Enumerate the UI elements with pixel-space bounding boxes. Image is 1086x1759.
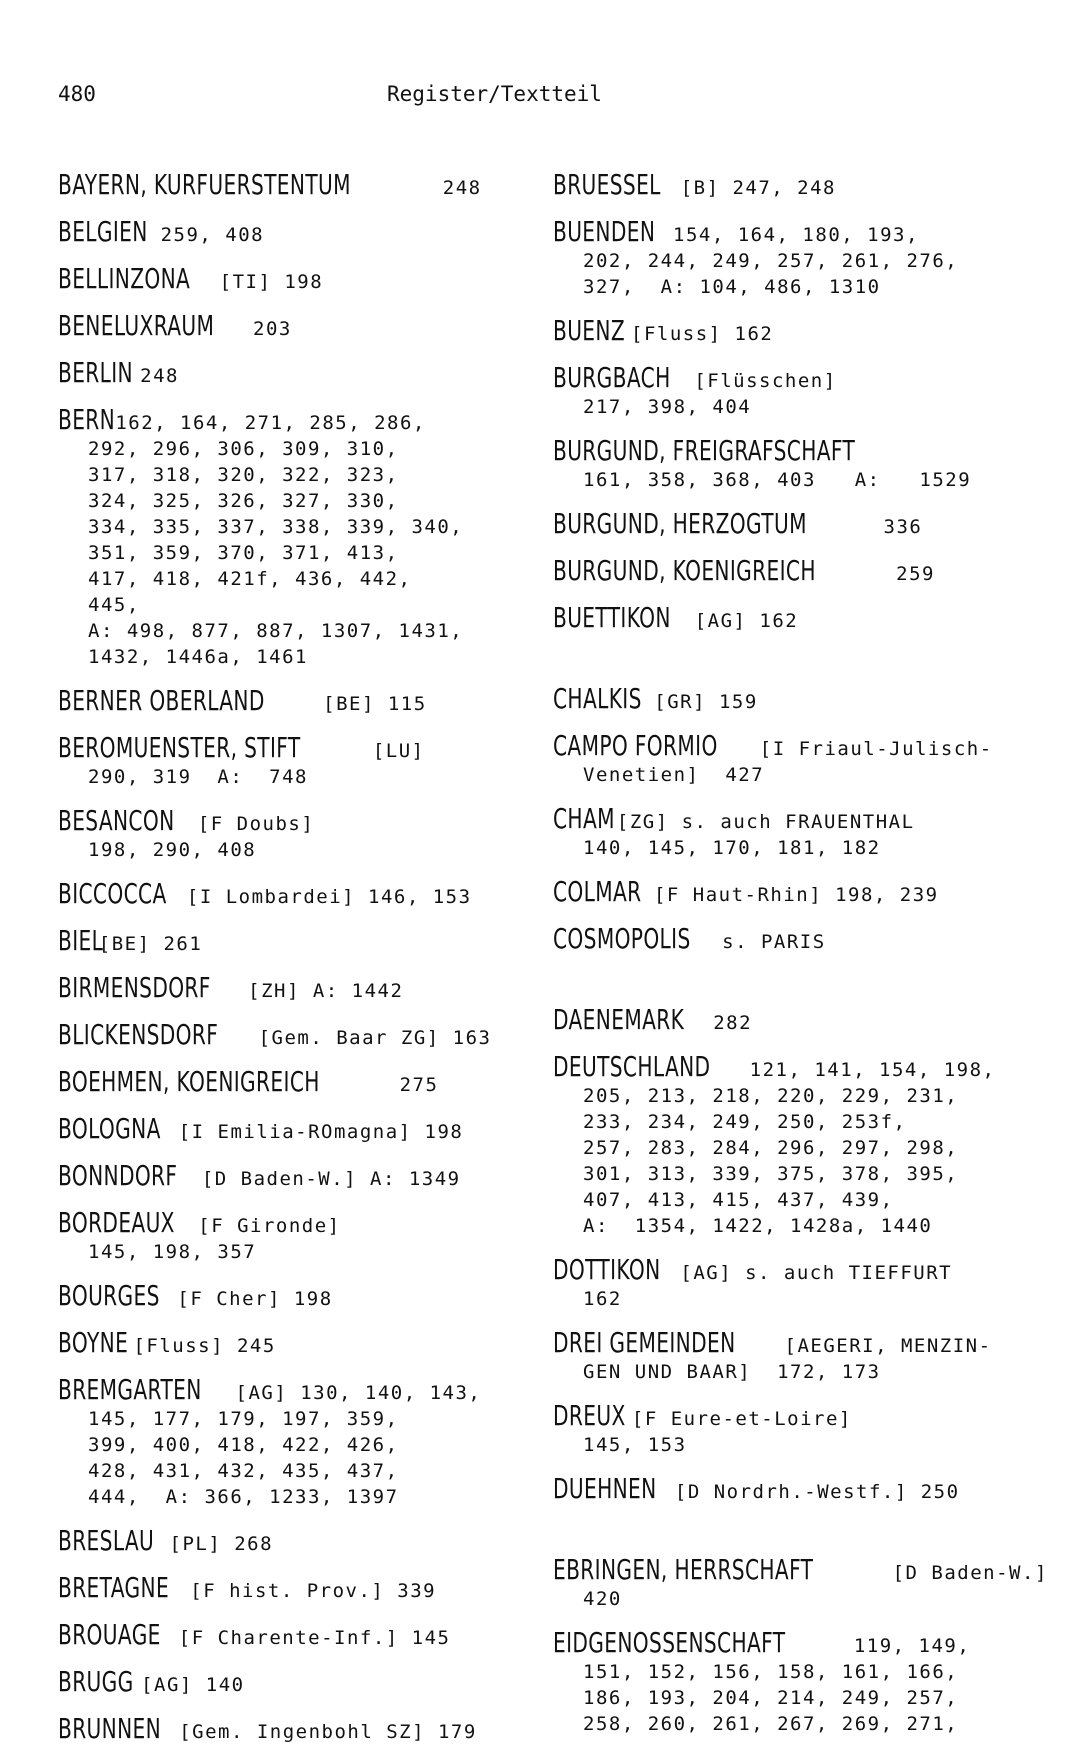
index-entry xyxy=(58,684,548,717)
entry-references: 154, 164, 180, 193, xyxy=(673,224,919,246)
entry-references: [Flüsschen] xyxy=(694,370,837,392)
entry-heading: CAMPO FORMIO xyxy=(553,729,718,762)
entry-heading: COSMOPOLIS xyxy=(553,922,691,955)
index-entry xyxy=(553,1253,1053,1312)
entry-continuation-line: 257, 283, 284, 296, 297, 298, xyxy=(583,1137,959,1159)
entry-references: 275 xyxy=(399,1074,439,1096)
entry-heading: BESANCON xyxy=(58,804,175,837)
entry-continuation-line: 399, 400, 418, 422, 426, xyxy=(88,1434,399,1456)
index-entry xyxy=(58,924,548,957)
entry-heading: CHALKIS xyxy=(553,682,642,715)
index-entry xyxy=(58,1571,548,1604)
entry-references: 121, 141, 154, 198, xyxy=(749,1059,996,1081)
entry-continuation-line: 301, 313, 339, 375, 378, 395, xyxy=(583,1163,959,1185)
index-entry xyxy=(553,1003,1053,1036)
entry-continuation-line: 162 xyxy=(583,1288,622,1310)
index-entry xyxy=(58,731,548,790)
index-entry xyxy=(553,1553,1053,1612)
entry-references: [I Lombardei] 146, 153 xyxy=(186,886,472,908)
index-entry xyxy=(58,215,548,248)
entry-heading: BUETTIKON xyxy=(553,601,671,634)
entry-references: [F Eure-et-Loire] xyxy=(631,1408,852,1430)
index-entry xyxy=(553,682,1053,715)
entry-references: [LU] xyxy=(372,740,425,762)
entry-continuation-line: 205, 213, 218, 220, 229, 231, xyxy=(583,1085,959,1107)
entry-heading: BRUESSEL xyxy=(553,168,661,201)
entry-continuation-line: 145, 198, 357 xyxy=(88,1241,257,1263)
entry-heading: BRUGG xyxy=(58,1665,134,1698)
entry-heading: BAYERN, KURFUERSTENTUM xyxy=(58,168,351,201)
entry-heading: BICCOCCA xyxy=(58,877,167,910)
index-entry xyxy=(553,215,1053,300)
entry-continuation-line: 202, 244, 249, 257, 261, 276, xyxy=(583,250,959,272)
entry-heading: BRUNNEN xyxy=(58,1712,162,1745)
entry-references: [F Doubs] xyxy=(197,813,315,835)
entry-continuation-line: 324, 325, 326, 327, 330, xyxy=(88,490,399,512)
left-index-column xyxy=(58,168,548,1759)
entry-heading: EIDGENOSSENSCHAFT xyxy=(553,1626,786,1659)
index-entry xyxy=(58,262,548,295)
entry-heading: BLICKENSDORF xyxy=(58,1018,219,1051)
entry-heading: BORDEAUX xyxy=(58,1206,175,1239)
entry-heading: BRETAGNE xyxy=(58,1571,170,1604)
index-entry xyxy=(58,1159,548,1192)
entry-continuation-line: 428, 431, 432, 435, 437, xyxy=(88,1460,399,1482)
index-entry xyxy=(58,1712,548,1745)
entry-heading: BERLIN xyxy=(58,356,134,389)
entry-heading: BOURGES xyxy=(58,1279,160,1312)
entry-heading: BERNER OBERLAND xyxy=(58,684,265,717)
index-entry xyxy=(553,1626,1053,1737)
entry-heading: EBRINGEN, HERRSCHAFT xyxy=(553,1553,814,1586)
entry-heading: BROUAGE xyxy=(58,1618,161,1651)
entry-heading: CHAM xyxy=(553,802,615,835)
entry-heading: BONNDORF xyxy=(58,1159,178,1192)
index-entry xyxy=(58,971,548,1004)
page-number: 480 xyxy=(58,82,96,106)
index-entry xyxy=(58,356,548,389)
entry-references: [Gem. Baar ZG] 163 xyxy=(258,1027,492,1049)
index-entry xyxy=(58,1326,548,1359)
index-entry xyxy=(553,1050,1053,1239)
entry-references: [D Baden-W.] xyxy=(892,1562,1048,1584)
entry-references: [Gem. Ingenbohl SZ] 179 xyxy=(179,1721,477,1743)
index-entry xyxy=(58,1665,548,1698)
entry-continuation-line: 217, 398, 404 xyxy=(583,396,752,418)
running-title: Register/Textteil xyxy=(387,82,602,106)
entry-continuation-line: 292, 296, 306, 309, 310, xyxy=(88,438,399,460)
entry-heading: DUEHNEN xyxy=(553,1472,657,1505)
entry-references: [AG] 162 xyxy=(694,610,799,632)
entry-continuation-line: 420 xyxy=(583,1588,622,1610)
entry-heading: DAENEMARK xyxy=(553,1003,685,1036)
index-entry xyxy=(553,1326,1053,1385)
entry-references: [F Charente-Inf.] 145 xyxy=(178,1627,451,1649)
entry-references: 259 xyxy=(896,563,935,585)
index-entry xyxy=(553,361,1053,420)
entry-references: [BE] 261 xyxy=(98,933,203,955)
entry-heading: BERN xyxy=(58,403,116,436)
entry-continuation-line: 445, xyxy=(88,594,140,616)
entry-continuation-line: GEN UND BAAR] 172, 173 xyxy=(583,1361,881,1383)
entry-references: [D Nordrh.-Westf.] 250 xyxy=(674,1481,960,1503)
entry-references: [ZH] A: 1442 xyxy=(248,980,404,1002)
entry-heading: BURGUND, HERZOGTUM xyxy=(553,507,807,540)
entry-continuation-line: A: 1354, 1422, 1428a, 1440 xyxy=(583,1215,933,1237)
entry-heading: DREUX xyxy=(553,1399,626,1432)
entry-references: 119, 149, xyxy=(853,1635,971,1657)
entry-references: [PL] 268 xyxy=(169,1533,274,1555)
entry-references: 248 xyxy=(140,365,179,387)
entry-continuation-line: 444, A: 366, 1233, 1397 xyxy=(88,1486,399,1508)
section-gap xyxy=(553,648,1053,682)
entry-references: [F Haut-Rhin] 198, 239 xyxy=(653,884,939,906)
entry-continuation-line: 151, 152, 156, 158, 161, 166, xyxy=(583,1661,959,1683)
entry-heading: BENELUXRAUM xyxy=(58,309,215,342)
entry-heading: BUENDEN xyxy=(553,215,656,248)
entry-continuation-line: 417, 418, 421f, 436, 442, xyxy=(88,568,412,590)
entry-heading: BURGUND, FREIGRAFSCHAFT xyxy=(553,434,856,467)
entry-continuation-line: 145, 153 xyxy=(583,1434,687,1456)
entry-references: [ZG] s. auch FRAUENTHAL xyxy=(616,811,915,833)
entry-references: [I Friaul-Julisch- xyxy=(759,738,993,760)
index-entry xyxy=(58,168,548,201)
entry-references: [F hist. Prov.] 339 xyxy=(190,1580,437,1602)
entry-heading: BUENZ xyxy=(553,314,626,347)
index-entry xyxy=(553,1472,1053,1505)
entry-continuation-line: 140, 145, 170, 181, 182 xyxy=(583,837,881,859)
entry-heading: DOTTIKON xyxy=(553,1253,661,1286)
entry-references: [TI] 198 xyxy=(219,271,324,293)
entry-heading: BURGBACH xyxy=(553,361,671,394)
index-entry xyxy=(58,1112,548,1145)
entry-continuation-line: 327, A: 104, 486, 1310 xyxy=(583,276,881,298)
entry-references: [AG] 130, 140, 143, xyxy=(235,1382,482,1404)
entry-heading: DEUTSCHLAND xyxy=(553,1050,711,1083)
entry-references: [AEGERI, MENZIN- xyxy=(784,1335,992,1357)
index-entry xyxy=(58,1373,548,1510)
index-entry xyxy=(553,875,1053,908)
entry-continuation-line: 290, 319 A: 748 xyxy=(88,766,308,788)
entry-references: [AG] 140 xyxy=(141,1674,245,1696)
entry-continuation-line: 186, 193, 204, 214, 249, 257, xyxy=(583,1687,959,1709)
entry-references: [Fluss] 245 xyxy=(133,1335,276,1357)
entry-heading: BIEL xyxy=(58,924,104,957)
entry-references: 259, 408 xyxy=(160,224,265,246)
entry-references: [GR] 159 xyxy=(654,691,758,713)
index-entry xyxy=(58,1618,548,1651)
entry-continuation-line: 258, 260, 261, 267, 269, 271, xyxy=(583,1713,959,1735)
index-entry xyxy=(58,1206,548,1265)
section-gap xyxy=(553,969,1053,1003)
entry-references: [I Emilia-ROmagna] 198 xyxy=(178,1121,464,1143)
entry-continuation-line: 1432, 1446a, 1461 xyxy=(88,646,308,668)
index-entry xyxy=(58,1524,548,1557)
index-entry xyxy=(58,804,548,863)
entry-heading: BOLOGNA xyxy=(58,1112,161,1145)
entry-continuation-line: 233, 234, 249, 250, 253f, xyxy=(583,1111,907,1133)
entry-continuation-line: 351, 359, 370, 371, 413, xyxy=(88,542,399,564)
entry-references: 248 xyxy=(442,177,482,199)
entry-references: [F Gironde] xyxy=(198,1215,341,1237)
index-entry xyxy=(553,1399,1053,1458)
entry-references: [D Baden-W.] A: 1349 xyxy=(201,1168,461,1190)
entry-heading: COLMAR xyxy=(553,875,642,908)
entry-heading: BELGIEN xyxy=(58,215,148,248)
entry-heading: DREI GEMEINDEN xyxy=(553,1326,736,1359)
index-entry xyxy=(553,729,1053,788)
index-entry xyxy=(553,507,1053,540)
section-gap xyxy=(553,1519,1053,1553)
index-entry xyxy=(553,922,1053,955)
entry-references: [BE] 115 xyxy=(323,693,427,715)
entry-references: s. PARIS xyxy=(722,931,826,953)
entry-references: [B] 247, 248 xyxy=(680,177,836,199)
entry-continuation-line: Venetien] 427 xyxy=(583,764,765,786)
entry-continuation-line: 334, 335, 337, 338, 339, 340, xyxy=(88,516,464,538)
entry-heading: BEROMUENSTER, STIFT xyxy=(58,731,301,764)
index-entry xyxy=(58,877,548,910)
entry-heading: BOYNE xyxy=(58,1326,129,1359)
entry-references: 162, 164, 271, 285, 286, xyxy=(115,412,426,434)
entry-heading: BIRMENSDORF xyxy=(58,971,211,1004)
index-entry xyxy=(553,802,1053,861)
entry-heading: BURGUND, KOENIGREICH xyxy=(553,554,816,587)
entry-heading: BRESLAU xyxy=(58,1524,155,1557)
index-entry xyxy=(58,1279,548,1312)
entry-continuation-line: 407, 413, 415, 437, 439, xyxy=(583,1189,894,1211)
entry-references: [F Cher] 198 xyxy=(177,1288,333,1310)
entry-references: 203 xyxy=(253,318,292,340)
index-entry xyxy=(553,434,1053,493)
index-entry xyxy=(58,403,548,670)
entry-references: [AG] s. auch TIEFFURT xyxy=(680,1262,953,1284)
index-entry xyxy=(553,168,1053,201)
entry-references: [Fluss] 162 xyxy=(631,323,774,345)
entry-continuation-line: 198, 290, 408 xyxy=(88,839,257,861)
index-entry xyxy=(553,601,1053,634)
index-entry xyxy=(553,554,1053,587)
index-entry xyxy=(58,309,548,342)
index-entry xyxy=(58,1065,548,1098)
entry-continuation-line: A: 498, 877, 887, 1307, 1431, xyxy=(88,620,464,642)
entry-heading: BELLINZONA xyxy=(58,262,191,295)
entry-references: 336 xyxy=(883,516,923,538)
entry-references: 282 xyxy=(713,1012,753,1034)
entry-heading: BOEHMEN, KOENIGREICH xyxy=(58,1065,320,1098)
entry-continuation-line: 145, 177, 179, 197, 359, xyxy=(88,1408,399,1430)
right-index-column xyxy=(553,168,1053,1751)
index-entry xyxy=(553,314,1053,347)
entry-heading: BREMGARTEN xyxy=(58,1373,202,1406)
entry-continuation-line: 317, 318, 320, 322, 323, xyxy=(88,464,399,486)
index-entry xyxy=(58,1018,548,1051)
entry-continuation-line: 161, 358, 368, 403 A: 1529 xyxy=(583,469,972,491)
